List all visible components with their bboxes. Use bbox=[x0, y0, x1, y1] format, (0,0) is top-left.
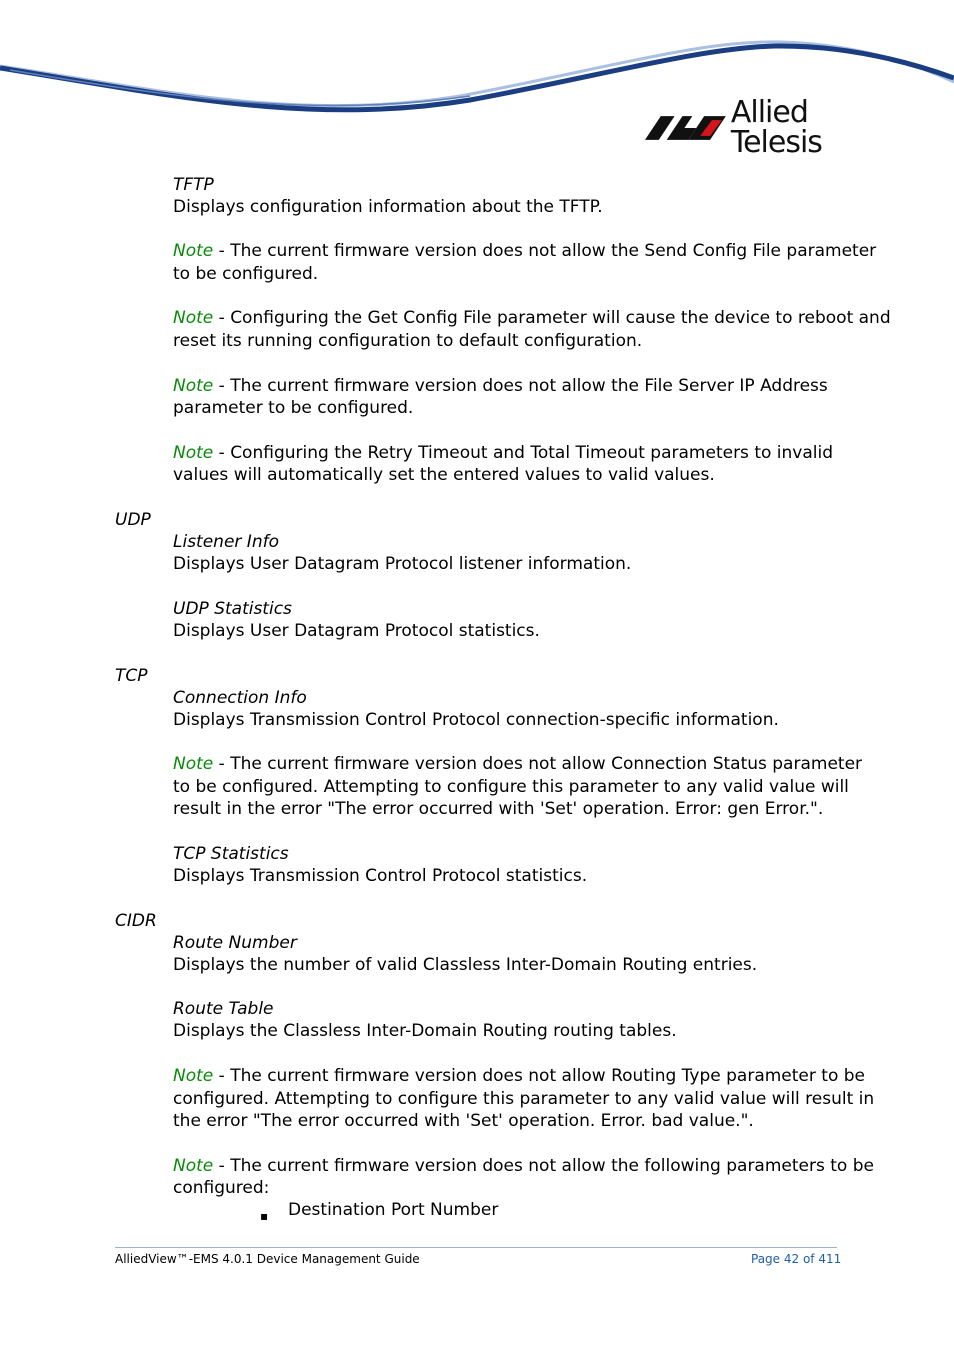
cidr-note-2-cont: configured: bbox=[173, 1178, 270, 1198]
note-text: - The current firmware version does not allow Routing Type parameter to be bbox=[213, 1066, 866, 1086]
note-text: - Configuring the Get Config File parameter will cause the device to reboot and bbox=[213, 308, 891, 328]
cidr-route-table-title: Route Table bbox=[173, 999, 274, 1019]
tftp-note-3 bbox=[173, 375, 828, 397]
tcp-connection-title: Connection Info bbox=[173, 688, 307, 708]
tftp-note-3-cont: parameter to be configured. bbox=[173, 398, 414, 418]
tftp-note-2-cont: reset its running configuration to default configuration. bbox=[173, 331, 643, 351]
cidr-note-1-cont-2: the error "The error occurred with 'Set' operation. Error. bad value.". bbox=[173, 1111, 754, 1131]
tcp-note-cont-2: result in the error "The error occurred with 'Set' operation. Error: gen Error.". bbox=[173, 799, 824, 819]
bullet-square-icon: ▪ bbox=[260, 1209, 269, 1223]
cidr-note-2 bbox=[173, 1155, 874, 1177]
cidr-note-1 bbox=[173, 1065, 865, 1087]
note-text: - Configuring the Retry Timeout and Total Timeout parameters to invalid bbox=[213, 443, 834, 463]
tftp-description: Displays configuration information about the TFTP. bbox=[173, 197, 603, 217]
tftp-heading: TFTP bbox=[173, 175, 214, 195]
tftp-note-1-cont: to be configured. bbox=[173, 264, 319, 284]
tftp-note-4 bbox=[173, 442, 833, 464]
tcp-note bbox=[173, 753, 862, 775]
cidr-route-number-title: Route Number bbox=[173, 933, 297, 953]
udp-statistics-title: UDP Statistics bbox=[173, 599, 292, 619]
note-label: Note bbox=[173, 754, 214, 774]
note-text: - The current firmware version does not allow the File Server IP Address bbox=[213, 376, 828, 396]
note-label: Note bbox=[173, 443, 214, 463]
udp-statistics-description: Displays User Datagram Protocol statistics. bbox=[173, 621, 540, 641]
note-label: Note bbox=[173, 1156, 214, 1176]
tftp-note-1 bbox=[173, 240, 876, 262]
footer-divider bbox=[115, 1247, 837, 1248]
note-label: Note bbox=[173, 241, 214, 261]
cidr-route-number-description: Displays the number of valid Classless Inter-Domain Routing entries. bbox=[173, 955, 758, 975]
tftp-note-4-cont: values will automatically set the entered values to valid values. bbox=[173, 465, 715, 485]
list-item: Destination Port Number bbox=[288, 1200, 499, 1220]
tcp-statistics-title: TCP Statistics bbox=[173, 844, 289, 864]
cidr-heading: CIDR bbox=[115, 911, 157, 931]
udp-listener-title: Listener Info bbox=[173, 532, 279, 552]
note-text: - The current firmware version does not allow the Send Config File parameter bbox=[213, 241, 877, 261]
udp-heading: UDP bbox=[115, 510, 151, 530]
note-label: Note bbox=[173, 1066, 214, 1086]
footer-page-number: Page 42 of 411 bbox=[751, 1252, 842, 1266]
note-label: Note bbox=[173, 376, 214, 396]
tcp-connection-description: Displays Transmission Control Protocol connection-specific information. bbox=[173, 710, 779, 730]
logo-text: Allied Telesis bbox=[730, 95, 822, 160]
note-text: - The current firmware version does not allow the following parameters to be bbox=[213, 1156, 874, 1176]
cidr-note-1-cont-1: configured. Attempting to configure this parameter to any valid value will result in bbox=[173, 1089, 875, 1109]
footer-document-title: AlliedView™-EMS 4.0.1 Device Management Guide bbox=[115, 1252, 420, 1266]
tftp-note-2 bbox=[173, 307, 891, 329]
tcp-note-cont-1: to be configured. Attempting to configure this parameter to any valid value will bbox=[173, 777, 849, 797]
note-label: Note bbox=[173, 308, 214, 328]
tcp-heading: TCP bbox=[115, 666, 148, 686]
cidr-route-table-description: Displays the Classless Inter-Domain Routing routing tables. bbox=[173, 1021, 677, 1041]
tcp-statistics-description: Displays Transmission Control Protocol statistics. bbox=[173, 866, 588, 886]
allied-telesis-logo bbox=[645, 95, 905, 160]
allied-telesis-logo-mark-icon bbox=[645, 112, 726, 144]
note-text: - The current firmware version does not allow Connection Status parameter bbox=[213, 754, 863, 774]
udp-listener-description: Displays User Datagram Protocol listener information. bbox=[173, 554, 632, 574]
